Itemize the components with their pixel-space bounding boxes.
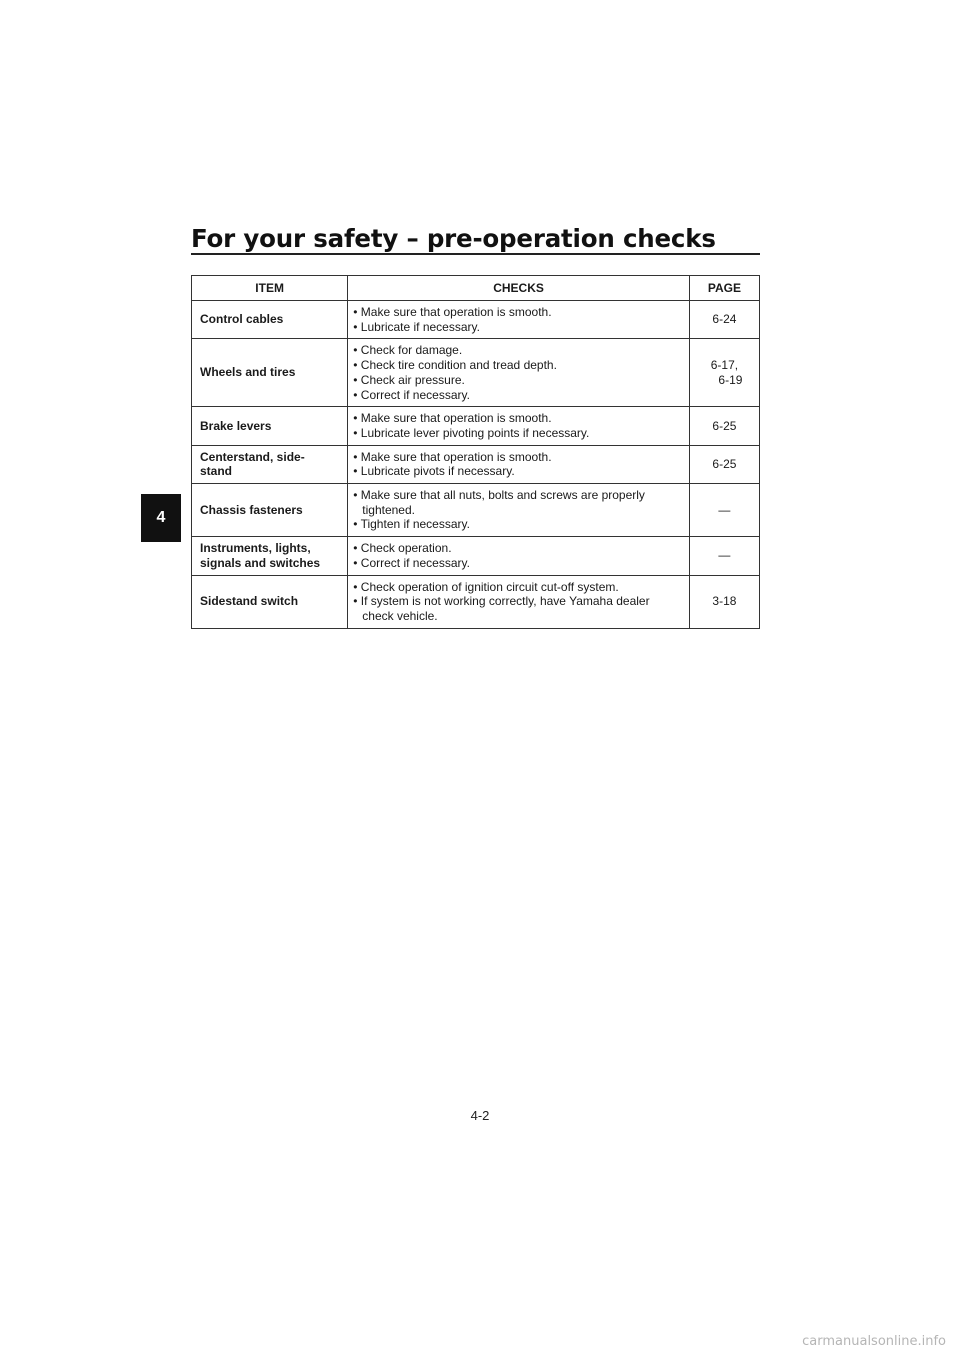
item-line: stand — [200, 464, 233, 479]
item-line: Control cables — [200, 312, 284, 327]
row-checks — [348, 575, 690, 628]
table-row — [192, 537, 760, 575]
check-bullet: • Lubricate pivots if necessary. — [353, 464, 515, 479]
check-bullet: • If system is not working correctly, have Yamaha dealer check vehicle. — [353, 594, 650, 623]
row-checks — [348, 301, 690, 339]
column-header-checks: CHECKS — [348, 276, 690, 301]
check-bullet: • Check tire condition and tread depth. — [353, 358, 557, 373]
item-line: Chassis fasteners — [200, 502, 303, 517]
check-bullet: • Lubricate if necessary. — [353, 319, 480, 334]
check-bullet: • Make sure that all nuts, bolts and screws are properly tightened. — [353, 488, 645, 517]
table-row — [192, 301, 760, 339]
row-item-name — [192, 484, 348, 537]
page-reference-line: — — [718, 548, 731, 563]
chapter-tab: 4 — [141, 494, 181, 542]
page-reference-line: 6-25 — [712, 456, 737, 471]
page-number: 4-2 — [470, 1108, 490, 1123]
watermark: carmanualsonline.info — [802, 1334, 946, 1349]
page-reference-line: 6-17, — [710, 358, 739, 373]
row-item-name — [192, 301, 348, 339]
check-bullet: • Lubricate lever pivoting points if necessary. — [353, 425, 590, 440]
page-title: For your safety – pre-operation checks — [191, 224, 716, 253]
page-reference-line: 6-25 — [712, 418, 737, 433]
item-line: Brake levers — [200, 418, 272, 433]
table-row — [192, 339, 760, 407]
item-line: Centerstand, side- — [200, 449, 305, 464]
row-page-reference — [689, 301, 759, 339]
row-checks — [348, 407, 690, 445]
item-line: Wheels and tires — [200, 365, 296, 380]
row-page-reference — [689, 484, 759, 537]
item-line: Instruments, lights, — [200, 541, 311, 556]
table-header-row — [192, 276, 760, 301]
check-bullet: • Tighten if necessary. — [353, 517, 470, 532]
check-bullet: • Make sure that operation is smooth. — [353, 449, 552, 464]
row-item-name — [192, 339, 348, 407]
row-page-reference — [689, 445, 759, 483]
row-page-reference — [689, 575, 759, 628]
check-bullet: • Check for damage. — [353, 343, 463, 358]
check-bullet: • Correct if necessary. — [353, 387, 470, 402]
table-body — [192, 301, 760, 629]
check-bullet: • Check operation. — [353, 541, 452, 556]
table-row — [192, 445, 760, 483]
row-checks — [348, 445, 690, 483]
row-checks — [348, 339, 690, 407]
row-item-name — [192, 537, 348, 575]
check-bullet: • Correct if necessary. — [353, 555, 470, 570]
row-item-name — [192, 407, 348, 445]
check-bullet: • Make sure that operation is smooth. — [353, 411, 552, 426]
pre-operation-checks-table — [191, 275, 760, 629]
row-item-name — [192, 445, 348, 483]
check-bullet: • Check air pressure. — [353, 372, 465, 387]
title-divider — [191, 253, 760, 255]
column-header-page: PAGE — [689, 276, 759, 301]
table-row — [192, 575, 760, 628]
row-page-reference — [689, 537, 759, 575]
row-checks — [348, 537, 690, 575]
check-bullet: • Make sure that operation is smooth. — [353, 305, 552, 319]
check-bullet: • Check operation of ignition circuit cut-off system. — [353, 579, 619, 594]
row-page-reference — [689, 407, 759, 445]
column-header-item: ITEM — [192, 276, 348, 301]
item-line: signals and switches — [200, 555, 321, 570]
row-page-reference — [689, 339, 759, 407]
row-checks — [348, 484, 690, 537]
table-row — [192, 407, 760, 445]
page-reference-line: 3-18 — [712, 594, 737, 609]
page-reference-line: 6-24 — [712, 312, 737, 327]
page-reference-line: — — [718, 502, 731, 517]
row-item-name — [192, 575, 348, 628]
page-reference-line: 6-19 — [718, 372, 743, 387]
item-line: Sidestand switch — [200, 594, 299, 609]
table-row — [192, 484, 760, 537]
